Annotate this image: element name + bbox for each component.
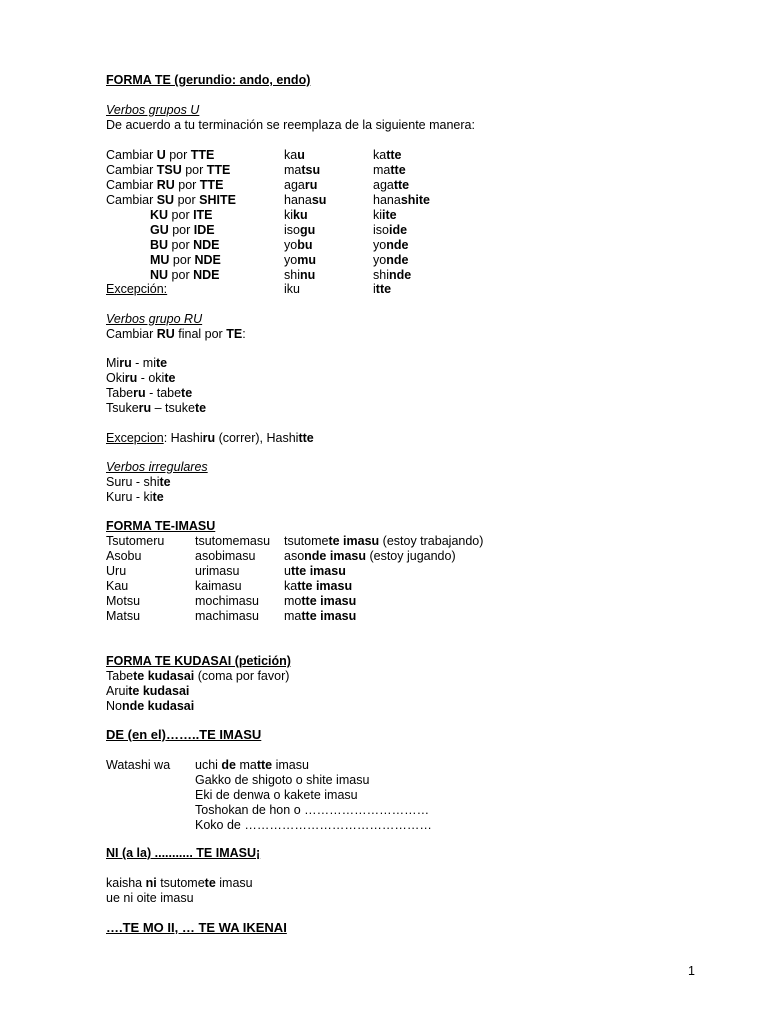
text-segment: - tabe <box>145 386 182 400</box>
text-segment: hana <box>373 193 401 207</box>
bold-text: ru <box>304 178 318 192</box>
bold-text: te <box>156 356 168 370</box>
text-segment: aga <box>373 178 394 192</box>
text-segment: por <box>174 178 200 192</box>
de-imasu-heading: DE (en el)……..TE IMASU <box>106 727 262 742</box>
bold-text: ite <box>382 208 397 222</box>
bold-text: ru <box>124 371 138 385</box>
grupo-u-exception-verb <box>284 282 300 297</box>
text-segment: ka <box>284 148 298 162</box>
de-imasu-subject: Watashi wa <box>106 758 171 772</box>
bold-text: ni <box>145 876 157 890</box>
text-segment: yo <box>373 253 387 267</box>
grupo-u-rule <box>106 193 236 208</box>
te-imasu-heading: FORMA TE-IMASU <box>106 519 216 533</box>
text-segment: Gakko de shigoto o shite imasu <box>195 773 370 787</box>
text-segment: Cambiar <box>106 327 157 341</box>
bold-text: NDE <box>193 268 220 282</box>
text-segment: hana <box>284 193 312 207</box>
text-segment: por <box>174 193 200 207</box>
text-segment: ma <box>236 758 257 772</box>
grupo-u-te-form <box>373 253 408 268</box>
grupo-u-verb <box>284 238 312 253</box>
irregulares-example <box>106 490 164 505</box>
bold-text: NDE <box>193 238 220 252</box>
ni-imasu-example <box>106 876 253 891</box>
irregulares-example <box>106 475 171 490</box>
text-segment: ma <box>373 163 391 177</box>
irregulares-heading: Verbos irregulares <box>106 460 208 474</box>
te-imasu-form <box>284 564 346 579</box>
grupo-u-te-form <box>373 163 406 178</box>
text-segment: Suru - shi <box>106 475 160 489</box>
text-segment: Tabe <box>106 386 134 400</box>
te-imasu-masu: urimasu <box>195 564 240 578</box>
kudasai-example <box>106 684 189 699</box>
bold-text: te <box>181 386 193 400</box>
text-segment: Cambiar <box>106 193 157 207</box>
bold-text: nde imasu <box>304 549 366 563</box>
te-imasu-form <box>284 579 352 594</box>
grupo-u-heading: Verbos grupos U <box>106 103 200 117</box>
grupo-ru-heading: Verbos grupo RU <box>106 312 203 326</box>
bold-text: tte <box>393 178 410 192</box>
text-segment: – tsuke <box>151 401 195 415</box>
text-segment: por <box>168 208 194 222</box>
bold-text: tte <box>375 282 392 296</box>
grupo-u-te-form <box>373 208 397 223</box>
bold-text: tte <box>298 431 314 445</box>
bold-text: nde <box>386 238 409 252</box>
bold-text: te <box>204 876 216 890</box>
grupo-u-verb <box>284 208 308 223</box>
bold-text: KU <box>150 208 169 222</box>
bold-text: RU <box>156 327 175 341</box>
bold-text: NU <box>150 268 169 282</box>
bold-text: nde kudasai <box>121 699 195 713</box>
grupo-ru-example <box>106 371 175 386</box>
bold-text: TTE <box>206 163 231 177</box>
text-segment: tsutome <box>156 876 205 890</box>
grupo-u-rule <box>106 148 214 163</box>
bold-text: te <box>159 475 171 489</box>
text-segment: u <box>284 564 291 578</box>
bold-text: tsu <box>301 163 321 177</box>
te-imasu-masu: machimasu <box>195 609 259 623</box>
text-segment: i <box>373 282 376 296</box>
text-segment: ma <box>284 163 302 177</box>
bold-text: te imasu <box>328 534 380 548</box>
bold-text: tte <box>256 758 273 772</box>
bold-text: TE <box>226 327 243 341</box>
grupo-ru-example <box>106 401 206 416</box>
bold-text: BU <box>150 238 169 252</box>
grupo-u-verb <box>284 148 305 163</box>
te-imasu-dictionary: Motsu <box>106 594 141 608</box>
text-segment: shi <box>284 268 300 282</box>
de-imasu-line <box>195 758 309 773</box>
grupo-u-te-form <box>373 268 411 283</box>
te-imasu-form <box>284 609 356 624</box>
text-segment: aga <box>284 178 305 192</box>
bold-text: nu <box>299 268 316 282</box>
te-imasu-form <box>284 534 483 549</box>
bold-text: SHITE <box>199 193 236 207</box>
text-segment: (estoy jugando) <box>365 549 456 563</box>
grupo-u-te-form <box>373 178 409 193</box>
grupo-u-rule <box>150 223 215 238</box>
bold-text: ru <box>202 431 216 445</box>
text-segment: : <box>242 327 246 341</box>
text-segment: iku <box>284 282 300 296</box>
text-segment: por <box>168 238 194 252</box>
kudasai-example <box>106 699 194 714</box>
grupo-u-verb <box>284 223 315 238</box>
te-imasu-dictionary: Tsutomeru <box>106 534 165 548</box>
text-segment: : Hashi <box>163 431 203 445</box>
text-segment: Kuru - ki <box>106 490 153 504</box>
text-segment: Oki <box>106 371 125 385</box>
grupo-u-verb <box>284 193 326 208</box>
text-segment: mo <box>284 594 302 608</box>
kudasai-example <box>106 669 289 684</box>
ni-imasu-heading: NI (a la) ........... TE IMASU¡ <box>106 846 261 860</box>
grupo-u-rule <box>150 208 213 223</box>
bold-text: tte <box>390 163 406 177</box>
document-title: FORMA TE (gerundio: ando, endo) <box>106 73 311 87</box>
grupo-u-intro: De acuerdo a tu terminación se reemplaza de la siguiente manera: <box>106 118 475 132</box>
text-segment: No <box>106 699 122 713</box>
te-imasu-dictionary: Matsu <box>106 609 141 623</box>
text-segment: ue ni oite imasu <box>106 891 194 905</box>
bold-text: TTE <box>199 178 224 192</box>
grupo-u-exception-te <box>373 282 391 297</box>
bold-text: nde <box>386 253 409 267</box>
grupo-u-rule <box>150 253 221 268</box>
text-segment: ka <box>284 579 298 593</box>
bold-text: u <box>297 148 305 162</box>
te-imasu-masu: mochimasu <box>195 594 259 608</box>
bold-text: IDE <box>193 223 215 237</box>
te-imasu-form <box>284 549 456 564</box>
ni-imasu-example <box>106 891 194 906</box>
text-segment: ka <box>373 148 387 162</box>
grupo-u-te-form <box>373 223 407 238</box>
te-imasu-masu: tsutomemasu <box>195 534 271 548</box>
bold-text: te kudasai <box>133 669 195 683</box>
text-segment: kaisha <box>106 876 146 890</box>
text-segment: por <box>181 163 207 177</box>
text-segment: uchi <box>195 758 222 772</box>
bold-text: ide <box>388 223 408 237</box>
grupo-u-te-form <box>373 238 408 253</box>
te-imasu-dictionary: Uru <box>106 564 127 578</box>
grupo-u-te-form <box>373 193 430 208</box>
text-segment: imasu <box>272 758 309 772</box>
bold-text: gu <box>299 223 316 237</box>
text-segment: iso <box>373 223 389 237</box>
text-segment: ki <box>373 208 383 222</box>
text-segment: Cambiar <box>106 178 157 192</box>
te-imasu-dictionary: Kau <box>106 579 129 593</box>
kudasai-heading: FORMA TE KUDASAI (petición) <box>106 654 291 668</box>
text-segment: Mi <box>106 356 120 370</box>
bold-text: nde <box>388 268 412 282</box>
text-segment: Toshokan de hon o ………………………… <box>195 803 430 817</box>
bold-text: GU <box>150 223 169 237</box>
bold-text: de <box>221 758 236 772</box>
grupo-ru-rule <box>106 327 246 342</box>
grupo-ru-example <box>106 386 192 401</box>
bold-text: ru <box>133 386 146 400</box>
grupo-ru-exception-text <box>164 431 314 445</box>
bold-text: shite <box>400 193 430 207</box>
bold-text: te kudasai <box>128 684 190 698</box>
text-segment: shi <box>373 268 389 282</box>
bold-text: ITE <box>193 208 213 222</box>
bold-text: tte <box>386 148 402 162</box>
text-segment: yo <box>284 238 298 252</box>
de-imasu-line <box>195 773 369 788</box>
bold-text: te <box>194 401 207 415</box>
text-segment: imasu <box>215 876 253 890</box>
bold-text: SU <box>156 193 175 207</box>
page-number: 1 <box>688 964 695 978</box>
text-segment: Arui <box>106 684 129 698</box>
bold-text: ru <box>119 356 132 370</box>
grupo-u-rule <box>106 163 230 178</box>
text-segment: tsutome <box>284 534 329 548</box>
text-segment: yo <box>284 253 298 267</box>
bold-text: te <box>152 490 164 504</box>
text-segment: por <box>165 148 191 162</box>
bold-text: ku <box>293 208 308 222</box>
bold-text: tte imasu <box>297 579 353 593</box>
te-imasu-dictionary: Asobu <box>106 549 142 563</box>
bold-text: tte imasu <box>290 564 346 578</box>
te-imasu-form <box>284 594 356 609</box>
bold-text: RU <box>156 178 175 192</box>
te-imasu-masu: asobimasu <box>195 549 256 563</box>
text-segment: Tsuke <box>106 401 139 415</box>
text-segment: por <box>168 223 194 237</box>
text-segment: Cambiar <box>106 148 157 162</box>
bold-text: ru <box>138 401 152 415</box>
text-segment: Koko de ……………………………………… <box>195 818 432 832</box>
grupo-u-te-form <box>373 148 401 163</box>
text-segment: Cambiar <box>106 163 157 177</box>
text-segment: Eki de denwa o kakete imasu <box>195 788 358 802</box>
grupo-ru-example <box>106 356 167 371</box>
text-segment: ma <box>284 609 302 623</box>
bold-text: U <box>156 148 166 162</box>
grupo-u-verb <box>284 163 320 178</box>
bold-text: tte imasu <box>301 594 357 608</box>
grupo-u-verb <box>284 268 315 283</box>
te-imasu-masu: kaimasu <box>195 579 242 593</box>
grupo-u-rule <box>150 268 219 283</box>
grupo-u-rule <box>106 178 223 193</box>
bold-text: mu <box>297 253 316 267</box>
text-segment: yo <box>373 238 387 252</box>
grupo-u-exception-label: Excepción: <box>106 282 168 296</box>
text-segment: por <box>169 253 195 267</box>
bold-text: tte imasu <box>301 609 357 623</box>
de-imasu-line <box>195 818 432 833</box>
bold-text: NDE <box>194 253 221 267</box>
text-segment: aso <box>284 549 305 563</box>
text-segment: (estoy trabajando) <box>379 534 484 548</box>
bold-text: bu <box>297 238 313 252</box>
bold-text: MU <box>150 253 170 267</box>
de-imasu-line <box>195 803 429 818</box>
text-segment: - mi <box>131 356 157 370</box>
grupo-ru-exception-label: Excepcion <box>106 431 164 445</box>
bold-text: TSU <box>156 163 182 177</box>
bold-text: TTE <box>190 148 215 162</box>
text-segment: (coma por favor) <box>194 669 290 683</box>
text-segment: final por <box>174 327 227 341</box>
te-mo-ii-heading: ….TE MO II, … TE WA IKENAI <box>106 920 287 935</box>
text-segment: (correr), Hashi <box>215 431 299 445</box>
grupo-ru-exception <box>106 431 314 446</box>
bold-text: su <box>311 193 327 207</box>
text-segment: ki <box>284 208 294 222</box>
bold-text: te <box>164 371 176 385</box>
grupo-u-verb <box>284 253 316 268</box>
text-segment: - oki <box>137 371 165 385</box>
grupo-u-rule <box>150 238 219 253</box>
text-segment: iso <box>284 223 300 237</box>
text-segment: por <box>168 268 194 282</box>
text-segment: Tabe <box>106 669 134 683</box>
grupo-u-verb <box>284 178 317 193</box>
de-imasu-line <box>195 788 358 803</box>
